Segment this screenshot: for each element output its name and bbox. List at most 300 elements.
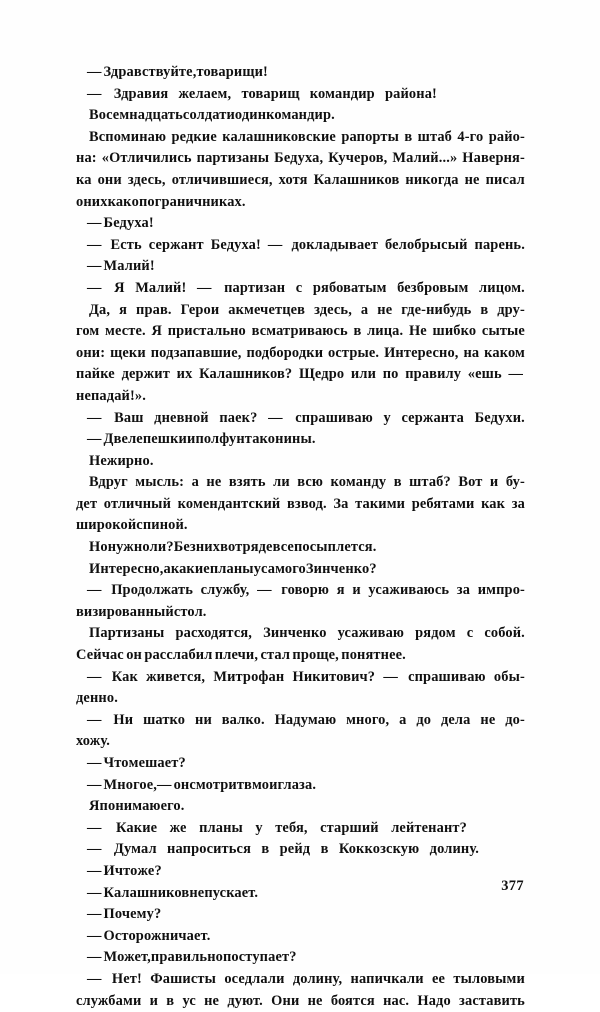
word: «ешь (467, 366, 502, 383)
em-dash: — (87, 582, 102, 599)
word: спрашиваю (408, 668, 486, 685)
word: импро- (477, 582, 525, 599)
word: солдат (182, 107, 227, 124)
word: взвод. (286, 495, 327, 512)
word: глаза. (277, 776, 317, 793)
em-dash: — (87, 841, 102, 858)
word: Многое, (103, 776, 158, 793)
word: Герои (180, 301, 220, 318)
word: отличный (103, 495, 172, 512)
word: и (226, 107, 235, 124)
word: рапорты (341, 128, 399, 145)
text-line (76, 170, 525, 192)
word: он (173, 776, 190, 793)
word: такими (355, 495, 406, 512)
word: ребятами (411, 495, 475, 512)
word: они: (76, 344, 106, 361)
word: «Отличились (101, 150, 192, 167)
word: Вдруг (89, 474, 128, 491)
word: в (261, 841, 270, 858)
word: лепешки (128, 431, 187, 448)
word: Щедро (298, 366, 345, 383)
word: отличившиеся, (171, 171, 273, 188)
word: партизан (224, 279, 286, 296)
word: Вот (458, 474, 483, 491)
em-dash: — (87, 236, 102, 253)
word: не (206, 474, 222, 491)
word: мысль: (135, 474, 185, 491)
word: не (307, 992, 323, 1009)
word: оседлали (224, 970, 285, 987)
word: Калашников? (199, 366, 293, 383)
word: Зинченко (263, 625, 327, 642)
word: Никитович? (292, 668, 376, 685)
em-dash: — (87, 279, 102, 296)
word: мои (251, 776, 278, 793)
word: плечи, (214, 647, 259, 664)
word: отряде (227, 539, 273, 556)
word: писал (485, 171, 525, 188)
word: а (191, 474, 199, 491)
word: падай!». (90, 387, 147, 404)
word: дуют. (227, 992, 263, 1009)
word: в (320, 841, 329, 858)
word: нас. (383, 992, 410, 1009)
word: комендантский (177, 495, 281, 512)
word: как (107, 193, 132, 210)
text-line (76, 883, 525, 905)
word: Калашников (103, 884, 190, 901)
word: желаем, (178, 85, 232, 102)
word: штаб? (409, 474, 451, 491)
word: За (333, 495, 349, 512)
word: не (76, 387, 91, 404)
word: у (253, 560, 262, 577)
word: стол. (173, 603, 207, 620)
word: полфунта (195, 431, 260, 448)
word: за (456, 582, 471, 599)
word: Какие (116, 819, 158, 836)
text-line (76, 84, 437, 106)
word: Думал (113, 841, 157, 858)
word: в (220, 539, 228, 556)
word: Калашников (313, 171, 400, 188)
word: рейд (279, 841, 311, 858)
word: пристально (167, 323, 246, 340)
word: Они (271, 992, 300, 1009)
em-dash: — (87, 906, 102, 923)
word: Я (114, 279, 125, 296)
em-dash: — (87, 970, 102, 987)
word: посыплется. (293, 539, 377, 556)
word: не (377, 301, 393, 318)
word: на: (76, 150, 97, 167)
word: каком (484, 344, 525, 361)
em-dash: — (383, 668, 398, 685)
word: Без (173, 539, 196, 556)
word: усаживаюсь (368, 582, 450, 599)
word: не (464, 171, 480, 188)
word: ни (195, 711, 212, 728)
word: сытые (481, 323, 525, 340)
word: прав. (136, 301, 172, 318)
text-line (76, 796, 525, 818)
text-line (76, 623, 525, 645)
text-line (76, 969, 525, 991)
word: в (353, 323, 362, 340)
word: понимаю (99, 798, 161, 815)
word: не (480, 711, 496, 728)
text-line (76, 278, 525, 300)
word: все (272, 539, 294, 556)
word: дру- (497, 301, 525, 318)
text-line (76, 105, 525, 127)
word: Ваш (114, 409, 144, 426)
word: в (166, 992, 175, 1009)
word: здесь, (127, 171, 166, 188)
word: бу- (505, 474, 525, 491)
em-dash: — (87, 862, 102, 879)
word: пайке (76, 366, 115, 383)
word: же (169, 819, 187, 836)
text-line (76, 408, 525, 430)
word: острые. (328, 344, 380, 361)
word: боятся (330, 992, 375, 1009)
page-text-body (76, 62, 525, 1012)
text-line (76, 861, 525, 883)
text-line (76, 386, 525, 408)
em-dash: — (87, 409, 102, 426)
text-line (76, 537, 525, 559)
word: редкие (171, 128, 217, 145)
word: смотрит (189, 776, 245, 793)
word: дет (76, 495, 98, 512)
word: напроситься (167, 841, 251, 858)
word: не (204, 992, 220, 1009)
word: какие (170, 560, 210, 577)
word: понятнее. (341, 647, 406, 664)
word: гом (76, 323, 100, 340)
word: я (119, 301, 128, 318)
em-dash: — (87, 64, 102, 80)
word: службу, (200, 582, 250, 599)
word: акмечетцев (228, 301, 306, 318)
text-line (76, 300, 525, 322)
word: подзапавшие, (150, 344, 242, 361)
word: долину, (292, 970, 343, 987)
word: дневной (154, 409, 209, 426)
em-dash: — (87, 776, 102, 793)
word: конины. (259, 431, 316, 448)
word: или (350, 366, 377, 383)
word: Малий! (103, 258, 155, 275)
word: Бедуха! (210, 236, 261, 253)
word: пограничниках. (138, 193, 246, 210)
em-dash: — (267, 236, 283, 253)
word: Да, (89, 301, 111, 318)
word: Но (89, 539, 108, 556)
word: с (466, 625, 474, 642)
word: Есть (110, 236, 142, 253)
word: Митрофан (213, 668, 285, 685)
word: мешает? (128, 755, 186, 771)
word: Кучеров, (328, 150, 388, 167)
word: Продолжать (111, 582, 193, 599)
text-line (76, 602, 525, 624)
text-line (76, 731, 525, 753)
word: он (126, 647, 142, 664)
word: нужно (107, 539, 150, 556)
word: расслабил (144, 647, 213, 664)
word: Вспоминаю (89, 128, 167, 145)
text-line (76, 235, 525, 257)
word: планы (209, 560, 254, 577)
word: собой. (484, 625, 525, 642)
text-line (76, 451, 525, 473)
word: визированный (76, 603, 174, 620)
word: с (295, 279, 303, 296)
text-line (76, 429, 525, 451)
word: Сейчас (76, 647, 124, 664)
word: калашниковские (222, 128, 336, 145)
word: один (234, 107, 267, 124)
text-line (76, 343, 525, 365)
word: лицом. (479, 279, 525, 296)
word: говорю (281, 582, 330, 599)
word: до (416, 711, 432, 728)
text-line (76, 213, 525, 235)
word: товарищи! (196, 64, 268, 80)
word: здесь, (314, 301, 352, 318)
text-line (76, 515, 525, 537)
word: много, (346, 711, 390, 728)
word: поступает? (222, 949, 297, 966)
word: а (163, 560, 171, 577)
word: хотя (278, 171, 308, 188)
word: сержанта (401, 409, 464, 426)
word: Может, (103, 949, 151, 966)
word: белобрысый (385, 236, 468, 253)
word: как (481, 495, 506, 512)
word: штаб (417, 128, 453, 145)
word: Почему? (103, 906, 162, 923)
em-dash: — (87, 755, 102, 771)
text-line (76, 472, 525, 494)
word: партизаны (196, 150, 270, 167)
word: держит (121, 366, 170, 383)
word: ус (182, 992, 196, 1009)
word: спиной. (136, 517, 188, 534)
word: Бедуха! (103, 215, 154, 232)
word: планы (199, 819, 243, 836)
word: Надо (417, 992, 451, 1009)
word: ее (431, 970, 446, 987)
word: проще, (292, 647, 339, 664)
text-line (76, 645, 406, 667)
word: сержант (148, 236, 204, 253)
word: напичкали (350, 970, 424, 987)
word: в (393, 474, 402, 491)
word: всю (297, 474, 324, 491)
word: где-нибудь (401, 301, 472, 318)
text-line (76, 926, 525, 948)
text-line (76, 947, 525, 969)
word: рябоватым (312, 279, 387, 296)
word: а (360, 301, 369, 318)
word: Не (408, 323, 427, 340)
word: 4-го (457, 128, 484, 145)
text-line (76, 580, 525, 602)
em-dash: — (87, 927, 102, 944)
word: лейтенант? (391, 819, 467, 836)
word: Бедуха, (274, 150, 324, 167)
word: Малий! (135, 279, 187, 296)
word: ли (273, 474, 290, 491)
em-dash: — (157, 776, 172, 793)
word: Я (151, 323, 162, 340)
word: подбородки (246, 344, 324, 361)
word: правильно (150, 949, 223, 966)
word: самого (261, 560, 306, 577)
word: что (114, 862, 138, 879)
word: всматриваюсь (251, 323, 348, 340)
word: Как (111, 668, 138, 685)
word: расходятся, (175, 625, 253, 642)
word: Надумаю (274, 711, 337, 728)
word: тыловыми (453, 970, 525, 987)
em-dash: — (268, 409, 283, 426)
word: заставить (459, 992, 525, 1009)
text-line (76, 710, 525, 732)
em-dash: — (197, 279, 212, 296)
word: Нет! (111, 970, 142, 987)
em-dash: — (87, 431, 102, 448)
word: парень. (474, 236, 525, 253)
word: по (382, 366, 399, 383)
word: Здравствуйте, (103, 64, 197, 80)
word: Фашисты (150, 970, 216, 987)
word: пускает. (204, 884, 259, 901)
word: Ни (113, 711, 134, 728)
word: валко. (221, 711, 265, 728)
word: службами (76, 992, 142, 1009)
word: и (352, 582, 361, 599)
word: Осторожничает. (103, 927, 211, 944)
word: рядом (415, 625, 456, 642)
word: о (131, 193, 139, 210)
word: ка (76, 171, 92, 188)
word: паек? (219, 409, 258, 426)
text-line (76, 839, 479, 861)
word: командир (309, 85, 375, 102)
word: стал (260, 647, 291, 664)
word: райо- (488, 128, 525, 145)
word: старший (320, 819, 379, 836)
word: И (103, 862, 115, 879)
text-line (76, 364, 525, 386)
word: в (404, 128, 413, 145)
word: них (83, 193, 108, 210)
word: Две (103, 431, 129, 448)
word: команду (330, 474, 387, 491)
word: они (97, 171, 122, 188)
word: района! (384, 85, 437, 102)
word: Бедухи. (474, 409, 525, 426)
em-dash: — (87, 668, 102, 685)
text-line (76, 904, 525, 926)
word: Восемнадцать (89, 107, 183, 124)
word: безбровым (397, 279, 469, 296)
word: шатко (143, 711, 186, 728)
em-dash: — (508, 366, 523, 383)
em-dash: — (87, 258, 102, 275)
text-line (76, 753, 525, 775)
word: тебя, (275, 819, 308, 836)
word: за (511, 495, 525, 512)
word: широкой (76, 517, 137, 534)
text-line (76, 667, 525, 689)
text-line (76, 256, 525, 278)
em-dash: — (87, 819, 102, 836)
text-line (76, 991, 525, 1012)
text-line (76, 818, 467, 840)
word: о (76, 193, 84, 210)
word: обы- (493, 668, 525, 685)
text-line (76, 494, 525, 516)
word: и (489, 474, 499, 491)
word: на (463, 344, 480, 361)
word: и (149, 992, 159, 1009)
word: Зинченко? (305, 560, 377, 577)
word: взять (228, 474, 266, 491)
text-line (76, 62, 525, 84)
word: а (399, 711, 407, 728)
word: правилу (405, 366, 462, 383)
word: хожу. (76, 733, 111, 750)
text-line (76, 321, 525, 343)
word: лица. (367, 323, 404, 340)
text-line (76, 127, 525, 149)
text-line (76, 192, 525, 214)
page-number: 377 (501, 878, 524, 894)
word: никогда (405, 171, 459, 188)
word: дела (440, 711, 471, 728)
word: его. (160, 798, 185, 815)
word: командир. (266, 107, 335, 124)
word: Малий...» (392, 150, 458, 167)
word: Здравия (113, 85, 169, 102)
word: в (480, 301, 489, 318)
word: месте. (105, 323, 146, 340)
em-dash: — (87, 85, 102, 102)
word: не (189, 884, 205, 901)
text-line (76, 775, 525, 797)
word: усаживаю (337, 625, 405, 642)
word: и (186, 431, 196, 448)
word: Что (103, 755, 129, 771)
em-dash: — (87, 711, 102, 728)
text-line (76, 559, 525, 581)
word: их (176, 366, 193, 383)
word: у (255, 819, 263, 836)
word: щеки (110, 344, 146, 361)
word: Коккозскую (338, 841, 420, 858)
word: докладывает (291, 236, 379, 253)
text-line (76, 688, 525, 710)
word: шибко (432, 323, 477, 340)
word: долину. (429, 841, 479, 858)
em-dash: — (87, 215, 102, 232)
